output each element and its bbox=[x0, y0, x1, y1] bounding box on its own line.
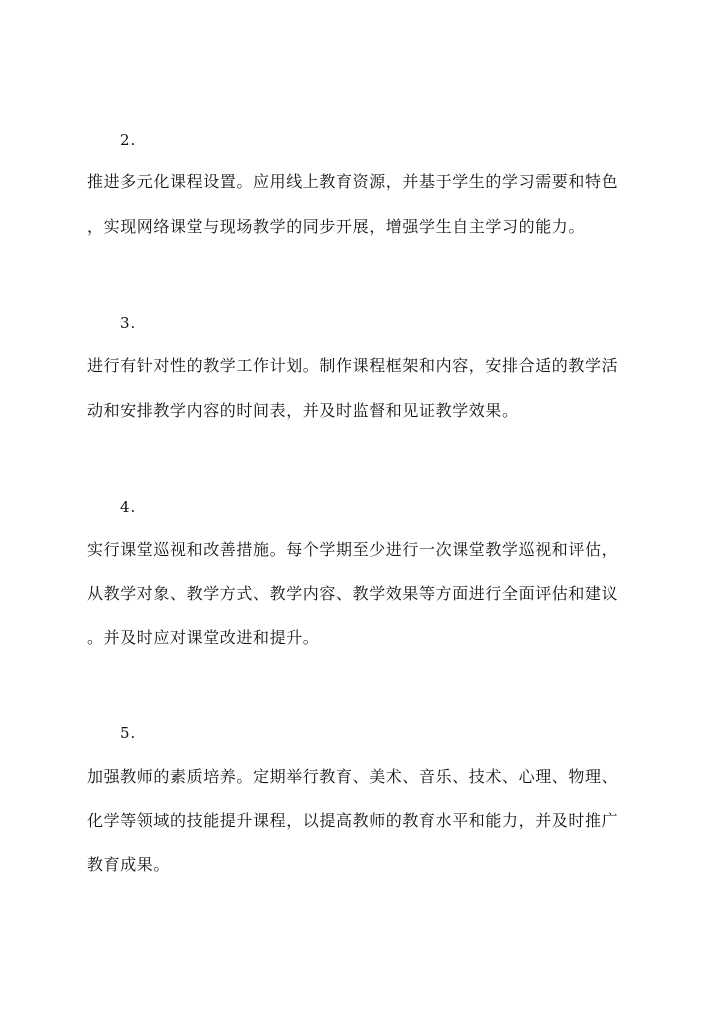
paragraph-line: 动和安排教学内容的时间表，并及时监督和见证教学效果。 bbox=[87, 401, 519, 420]
paragraph-line: 推进多元化课程设置。应用线上教育资源，并基于学生的学习需要和特色 bbox=[87, 172, 619, 191]
paragraph-line: 实行课堂巡视和改善措施。每个学期至少进行一次课堂教学巡视和评估， bbox=[87, 540, 619, 559]
section-number: 4. bbox=[120, 498, 137, 516]
paragraph-line: 教育成果。 bbox=[87, 855, 171, 874]
paragraph-line: ，实现网络课堂与现场教学的同步开展，增强学生自主学习的能力。 bbox=[87, 217, 586, 236]
paragraph-line: 化学等领域的技能提升课程，以提高教师的教育水平和能力，并及时推广 bbox=[87, 811, 619, 830]
paragraph-line: 。并及时应对课堂改进和提升。 bbox=[87, 628, 320, 647]
section-number: 2. bbox=[120, 131, 137, 149]
section-number: 5. bbox=[120, 724, 137, 742]
paragraph-line: 进行有针对性的教学工作计划。制作课程框架和内容，安排合适的教学活 bbox=[87, 356, 619, 375]
section-number: 3. bbox=[120, 314, 137, 332]
paragraph-line: 加强教师的素质培养。定期举行教育、美术、音乐、技术、心理、物理、 bbox=[87, 767, 619, 786]
paragraph-line: 从教学对象、教学方式、教学内容、教学效果等方面进行全面评估和建议 bbox=[87, 584, 619, 603]
